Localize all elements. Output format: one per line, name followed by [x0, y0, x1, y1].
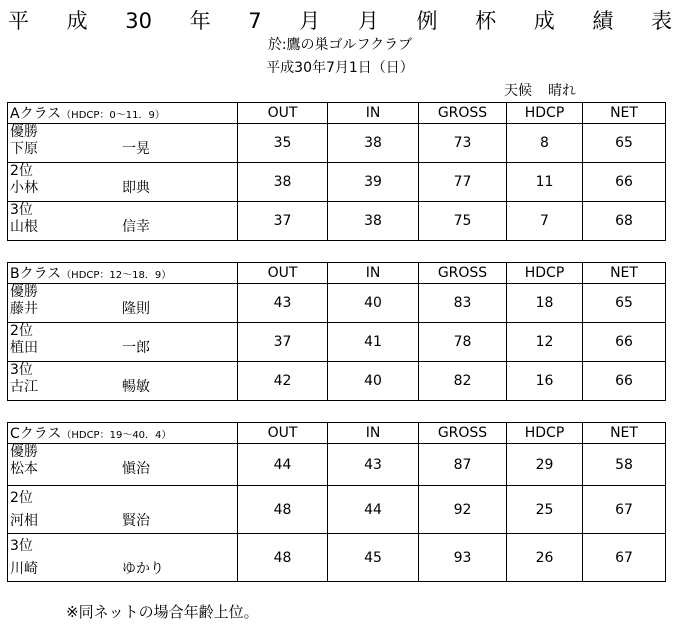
title-char: 30 — [125, 9, 152, 33]
score-in: 38 — [328, 124, 419, 163]
rank: 3位 — [10, 538, 33, 554]
given-name: 一郎 — [122, 340, 150, 356]
class-label — [8, 423, 238, 444]
score-out: 38 — [238, 163, 328, 202]
rank: 2位 — [10, 323, 33, 339]
score-in: 39 — [328, 163, 419, 202]
col-hdcp: HDCP — [507, 103, 583, 124]
score-out: 48 — [238, 486, 328, 534]
table-row — [8, 444, 666, 486]
venue: 於:鷹の巣ゴルフクラブ — [267, 37, 413, 53]
score-gross: 87 — [419, 444, 507, 486]
weather-label: 天候 — [504, 83, 532, 99]
given-name: 暢敏 — [122, 379, 150, 395]
family-name: 古江 — [10, 379, 38, 395]
class-label — [8, 263, 238, 284]
table-row — [8, 124, 666, 163]
col-net: NET — [583, 263, 666, 284]
player-cell — [8, 486, 238, 534]
class-a-table — [7, 102, 666, 241]
rank: 2位 — [10, 163, 33, 179]
table-row — [8, 362, 666, 401]
event-date: 平成30年7月1日（日） — [266, 60, 414, 76]
score-out: 44 — [238, 444, 328, 486]
player-cell — [8, 202, 238, 241]
score-gross: 78 — [419, 323, 507, 362]
col-out: OUT — [238, 103, 328, 124]
table-row — [8, 163, 666, 202]
table-row — [8, 284, 666, 323]
title-char: 年 — [189, 9, 211, 33]
title-char: 表 — [650, 9, 672, 33]
score-hdcp: 12 — [507, 323, 583, 362]
title-char: 杯 — [475, 9, 497, 33]
player-cell — [8, 444, 238, 486]
score-gross: 77 — [419, 163, 507, 202]
family-name: 山根 — [10, 219, 38, 235]
table-row — [8, 486, 666, 534]
score-hdcp: 26 — [507, 534, 583, 582]
score-net: 65 — [583, 124, 666, 163]
title-char: 成 — [66, 9, 88, 33]
family-name: 川崎 — [10, 561, 38, 577]
score-out: 43 — [238, 284, 328, 323]
score-net: 66 — [583, 163, 666, 202]
col-in: IN — [328, 423, 419, 444]
score-hdcp: 7 — [507, 202, 583, 241]
score-gross: 83 — [419, 284, 507, 323]
class-range: （HDCP：12～18．9） — [61, 270, 172, 281]
col-net: NET — [583, 423, 666, 444]
col-hdcp: HDCP — [507, 263, 583, 284]
score-net: 66 — [583, 362, 666, 401]
score-gross: 92 — [419, 486, 507, 534]
rank: 優勝 — [10, 284, 38, 300]
title-char: 7 — [248, 9, 262, 33]
class-name: Aクラス — [10, 106, 62, 122]
score-in: 44 — [328, 486, 419, 534]
col-gross: GROSS — [419, 423, 507, 444]
given-name: 信幸 — [122, 219, 150, 235]
given-name: 一晃 — [122, 141, 150, 157]
class-range: （HDCP：19～40．4） — [61, 430, 172, 441]
col-hdcp: HDCP — [507, 423, 583, 444]
score-in: 38 — [328, 202, 419, 241]
col-out: OUT — [238, 263, 328, 284]
family-name: 河相 — [10, 513, 38, 529]
family-name: 下原 — [10, 141, 38, 157]
table-row — [8, 323, 666, 362]
family-name: 藤井 — [10, 301, 38, 317]
class-name: Bクラス — [10, 266, 62, 282]
table-header — [8, 103, 666, 124]
rank: 3位 — [10, 362, 33, 378]
score-net: 58 — [583, 444, 666, 486]
page-title — [8, 8, 672, 34]
score-out: 42 — [238, 362, 328, 401]
family-name: 小林 — [10, 180, 38, 196]
col-gross: GROSS — [419, 103, 507, 124]
family-name: 植田 — [10, 340, 38, 356]
score-out: 48 — [238, 534, 328, 582]
player-cell — [8, 323, 238, 362]
score-hdcp: 29 — [507, 444, 583, 486]
class-range: （HDCP：0～11．9） — [61, 110, 165, 121]
table-row — [8, 534, 666, 582]
title-char: 月 — [299, 9, 321, 33]
col-in: IN — [328, 263, 419, 284]
score-gross: 93 — [419, 534, 507, 582]
player-cell — [8, 124, 238, 163]
player-cell — [8, 362, 238, 401]
title-char: 月 — [357, 9, 379, 33]
score-in: 40 — [328, 362, 419, 401]
rank: 2位 — [10, 490, 33, 506]
family-name: 松本 — [10, 461, 38, 477]
title-char: 例 — [416, 9, 438, 33]
score-out: 37 — [238, 202, 328, 241]
col-out: OUT — [238, 423, 328, 444]
score-net: 66 — [583, 323, 666, 362]
class-c-table — [7, 422, 666, 582]
score-hdcp: 25 — [507, 486, 583, 534]
col-gross: GROSS — [419, 263, 507, 284]
table-header — [8, 423, 666, 444]
score-net: 67 — [583, 486, 666, 534]
score-in: 41 — [328, 323, 419, 362]
score-net: 68 — [583, 202, 666, 241]
score-in: 43 — [328, 444, 419, 486]
given-name: 愼治 — [122, 461, 150, 477]
title-char: 績 — [592, 9, 614, 33]
table-header — [8, 263, 666, 284]
score-hdcp: 16 — [507, 362, 583, 401]
score-net: 65 — [583, 284, 666, 323]
class-b-table — [7, 262, 666, 401]
given-name: 隆則 — [122, 301, 150, 317]
col-net: NET — [583, 103, 666, 124]
score-in: 45 — [328, 534, 419, 582]
table-row — [8, 202, 666, 241]
score-gross: 82 — [419, 362, 507, 401]
rank: 3位 — [10, 202, 33, 218]
player-cell — [8, 284, 238, 323]
score-gross: 73 — [419, 124, 507, 163]
title-char: 平 — [8, 9, 29, 33]
col-in: IN — [328, 103, 419, 124]
score-hdcp: 18 — [507, 284, 583, 323]
score-gross: 75 — [419, 202, 507, 241]
score-out: 35 — [238, 124, 328, 163]
title-char: 成 — [533, 9, 555, 33]
player-cell — [8, 163, 238, 202]
score-in: 40 — [328, 284, 419, 323]
weather — [504, 82, 576, 100]
class-name: Cクラス — [10, 426, 62, 442]
player-cell — [8, 534, 238, 582]
score-net: 67 — [583, 534, 666, 582]
rank: 優勝 — [10, 124, 38, 140]
weather-value: 晴れ — [548, 83, 576, 99]
score-hdcp: 11 — [507, 163, 583, 202]
score-out: 37 — [238, 323, 328, 362]
given-name: ゆかり — [122, 561, 164, 577]
given-name: 即典 — [122, 180, 150, 196]
given-name: 賢治 — [122, 513, 150, 529]
rank: 優勝 — [10, 444, 38, 460]
footnote: ※同ネットの場合年齢上位。 — [66, 603, 259, 621]
class-label — [8, 103, 238, 124]
score-hdcp: 8 — [507, 124, 583, 163]
